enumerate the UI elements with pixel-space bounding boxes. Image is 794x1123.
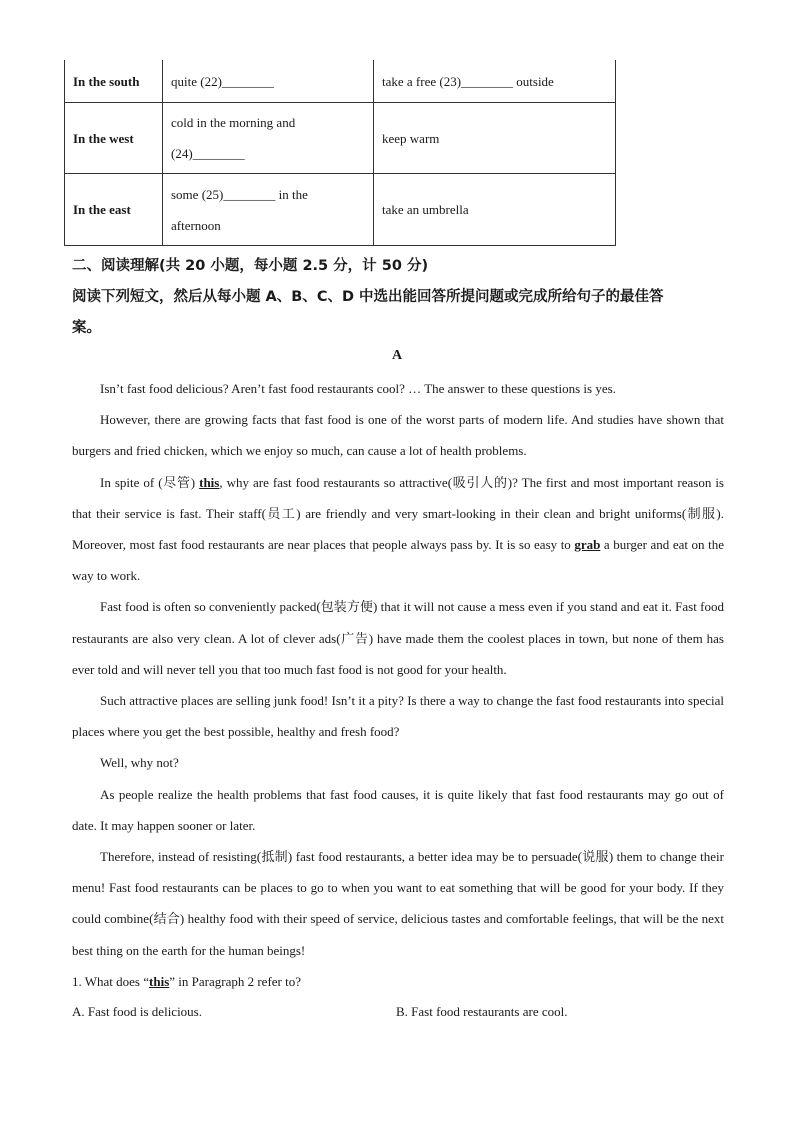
section-instructions: 阅读下列短文，然后从每小题 A、B、C、D 中选出能回答所提问题或完成所给句子的最佳答 [72,289,664,305]
advice-cell: take an umbrella [374,174,616,246]
table-row [65,60,616,103]
paragraph: Well, why not? [100,755,179,771]
paragraph: Fast food is often so conveniently packed(包装方便) that it will not cause a mess even if you stand and eat it. Fast food restaurants are also very clean. A lot of clever ads(广告) have made them the coolest places in town, but none of them has ever told and will never tell you that too much fast food is not good for your health. [72,599,724,677]
text-run: In spite of (尽管) [100,474,200,490]
section-heading: 二、阅读理解(共 20 小题，每小题 2.5 分，计 50 分) [72,258,429,274]
table-row [65,174,616,246]
weather-line: afternoon [171,217,221,233]
underlined-word-this: this [199,474,220,490]
region-cell: In the west [65,103,163,174]
weather-line: some (25)________ in the [171,186,308,202]
text-run: , why are fast food restaurants so attractive(吸引人的)? The first and most important reason is that their service is fast. Their staff(员工) are friendly and very smart-looking in their clean and bright uniforms(制服). Moreover, most fast food restaurants are near places that people always pass by. It is so easy to [72,474,724,553]
paragraph: Therefore, instead of resisting(抵制) fast food restaurants, a better idea may be to persuade(说服) them to change their menu! Fast food restaurants can be places to go to when you want to eat something that will be good for your body. If they could combine(结合) healthy food with their speed of service, delicious tastes and comfortable feelings, that will be the next best thing on the earth for the human beings! [72,849,724,958]
weather-cell [163,174,374,246]
passage-body [72,373,724,997]
underlined-word-this: this [149,973,170,989]
text-run: ” in Paragraph 2 refer to? [169,973,302,989]
weather-line: cold in the morning and [171,115,296,130]
weather-cell [163,103,374,174]
option-b: B. Fast food restaurants are cool. [396,1004,568,1019]
text-run: 1. What does “ [72,973,150,989]
underlined-word-grab: grab [574,537,601,553]
question-1 [72,966,724,997]
section-instructions-cont: 案。 [72,320,101,336]
paragraph: As people realize the health problems that fast food causes, it is quite likely that fast food restaurants may go out of date. It may happen sooner or later. [72,786,724,833]
weather-line: (24)________ [171,146,245,161]
text-run: a burger and eat on the way to work. [72,537,724,584]
paragraph: Isn’t fast food delicious? Aren’t fast food restaurants cool? … The answer to these questions is yes. [100,381,616,396]
advice-cell: take a free (23)________ outside [374,60,616,103]
region-cell: In the east [65,174,163,246]
table-row [65,103,616,174]
paragraph [72,467,724,592]
paragraph: However, there are growing facts that fast food is one of the worst parts of modern life. And studies have shown that burgers and fried chicken, which we enjoy so much, can cause a lot of health problems. [72,412,724,459]
option-a: A. Fast food is delicious. [72,1004,202,1019]
paragraph: Such attractive places are selling junk food! Isn’t it a pity? Is there a way to change the fast food restaurants into special places where you get the best possible, healthy and fresh food? [72,693,724,740]
weather-cell: quite (22)________ [163,60,374,103]
advice-cell: keep warm [374,103,616,174]
weather-table [64,60,616,246]
region-cell: In the south [65,60,163,103]
passage-title: A [391,348,403,363]
